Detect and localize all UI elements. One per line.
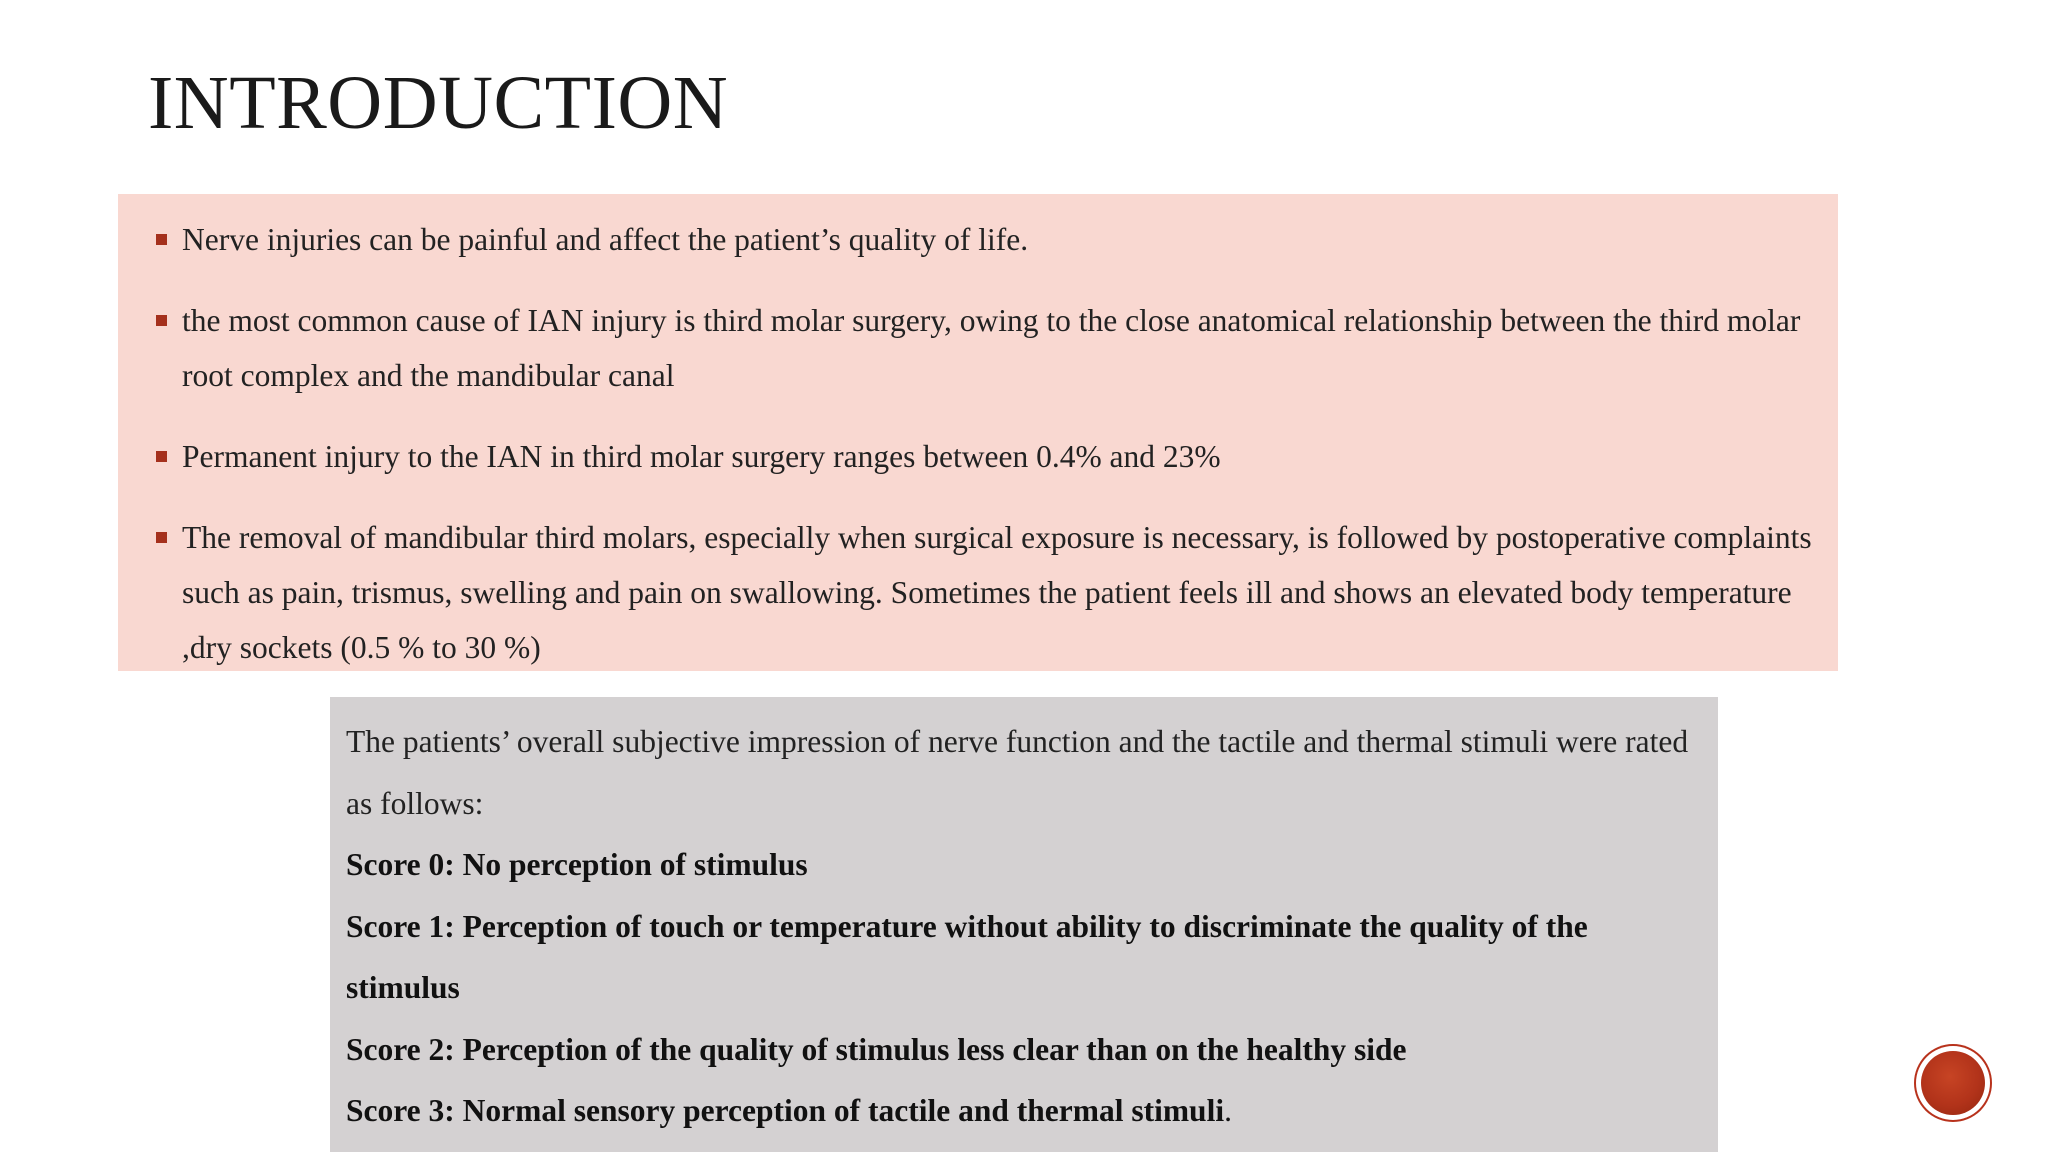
bullet-text: Nerve injuries can be painful and affect the patient’s quality of life. xyxy=(182,222,1029,257)
score-box xyxy=(330,697,1718,1152)
slide-title: INTRODUCTION xyxy=(148,61,729,145)
score-text: Score 0: No perception of stimulus xyxy=(346,847,808,882)
square-bullet-icon xyxy=(156,315,167,326)
slide-nav-button[interactable] xyxy=(1916,1046,1990,1120)
score-text: Score 3: Normal sensory perception of tactile and thermal stimuli xyxy=(346,1093,1225,1128)
score-text: Score 1: Perception of touch or temperature without ability to discriminate the quality of the stimulus xyxy=(346,908,1588,1005)
square-bullet-icon xyxy=(156,451,167,462)
score-line-2 xyxy=(346,1019,1698,1081)
bullet-text: the most common cause of IAN injury is third molar surgery, owing to the close anatomical relationship between the third molar root complex and the mandibular canal xyxy=(182,303,1801,393)
score-line-3 xyxy=(346,1080,1698,1142)
square-bullet-icon xyxy=(156,532,167,543)
bullet-item xyxy=(164,212,1818,267)
red-circle-nav-icon xyxy=(1921,1051,1985,1115)
bullet-text: The removal of mandibular third molars, especially when surgical exposure is necessary, is followed by postoperative complaints such as pain, trismus, swelling and pain on swallowing. Sometimes the patient feels ill and shows an elevated body temperature ,dry sockets (0.5 % to 30 %) xyxy=(182,520,1812,665)
bullet-list xyxy=(164,212,1818,675)
bullet-text: Permanent injury to the IAN in third molar surgery ranges between 0.4% and 23% xyxy=(182,439,1221,474)
score-intro: The patients’ overall subjective impression of nerve function and the tactile and thermal stimuli were rated as follows: xyxy=(346,724,1689,821)
score-line-0 xyxy=(346,834,1698,896)
score-line-1 xyxy=(346,896,1698,1019)
score-text: Score 2: Perception of the quality of stimulus less clear than on the healthy side xyxy=(346,1031,1407,1067)
bullet-item xyxy=(164,510,1818,675)
bullet-item xyxy=(164,293,1818,403)
square-bullet-icon xyxy=(156,234,167,245)
score-trail: . xyxy=(1224,1093,1232,1128)
bullet-item xyxy=(164,429,1818,484)
bullet-box xyxy=(118,194,1838,671)
